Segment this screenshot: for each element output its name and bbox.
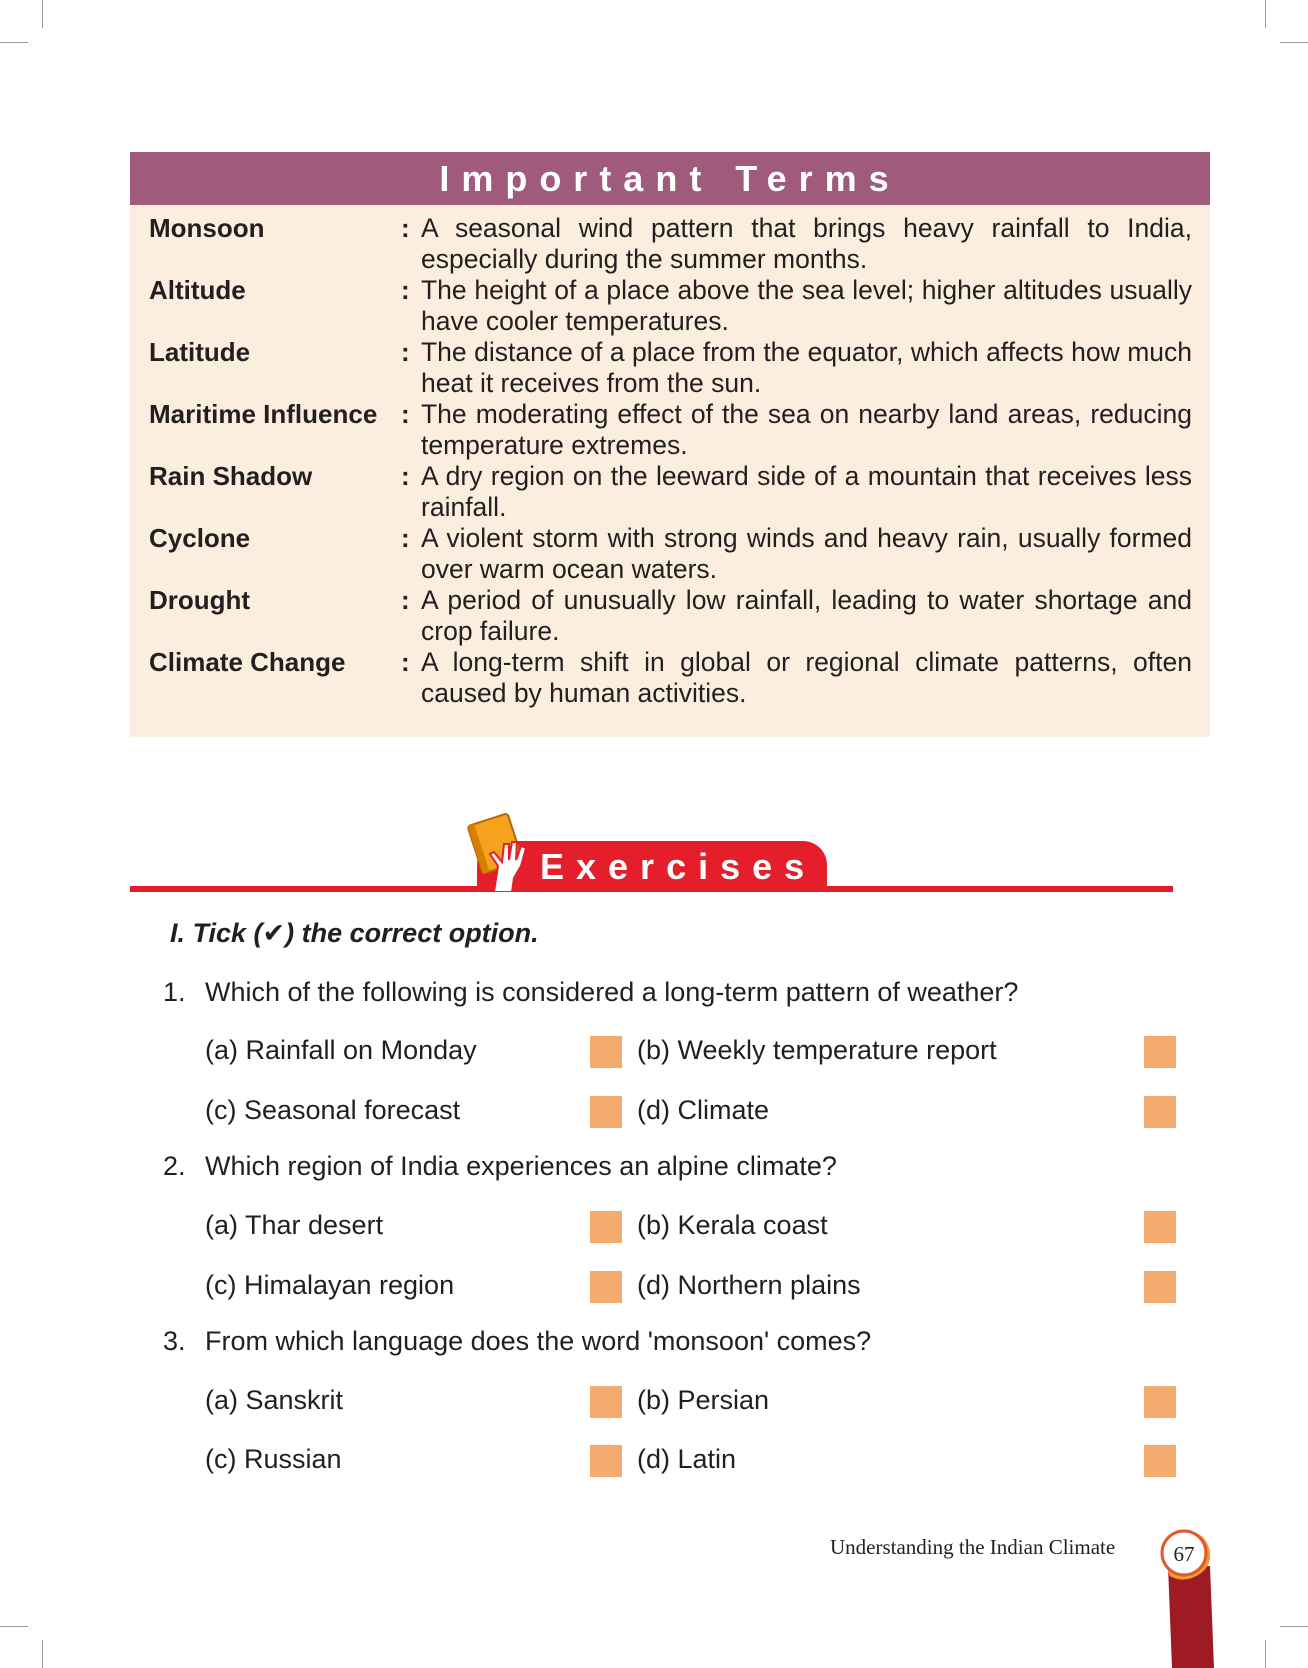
crop-mark [42,1640,43,1668]
term-row [149,461,1192,523]
crop-mark [1280,1626,1308,1627]
term-row [149,399,1192,461]
option-a: (a) Thar desert [205,1210,384,1240]
term-definition: A seasonal wind pattern that brings heavy rainfall to India, especially during the summer months. [421,213,1192,274]
term-definition: The distance of a place from the equator, which affects how much heat it receives from the sun. [421,337,1192,398]
term-definition: A dry region on the leeward side of a mountain that receives less rainfall. [421,461,1192,522]
term-definition: A long-term shift in global or regional climate patterns, often caused by human activities. [421,647,1192,708]
answer-checkbox[interactable] [1144,1386,1176,1418]
option-d: (d) Latin [637,1444,737,1474]
term-name: Cyclone [149,523,251,553]
page-number: 67 [1173,1541,1195,1566]
option-c: (c) Himalayan region [205,1270,455,1300]
term-separator: : [401,647,410,677]
term-row [149,585,1192,647]
crop-mark [1265,1640,1266,1668]
answer-checkbox[interactable] [590,1211,622,1243]
question-number: 3. [163,1326,186,1356]
term-definition: The height of a place above the sea level; higher altitudes usually have cooler temperatures. [421,275,1192,336]
term-separator: : [401,337,410,367]
answer-checkbox[interactable] [1144,1445,1176,1477]
term-separator: : [401,585,410,615]
term-row [149,337,1192,399]
term-definition: The moderating effect of the sea on nearby land areas, reducing temperature extremes. [421,399,1192,460]
question [163,1326,871,1357]
term-row [149,275,1192,337]
answer-checkbox[interactable] [590,1445,622,1477]
question [163,1151,837,1182]
term-name: Latitude [149,337,251,367]
option-a: (a) Rainfall on Monday [205,1035,477,1065]
important-terms-box [130,152,1210,737]
crop-mark [42,0,43,28]
term-definition: A period of unusually low rainfall, leading to water shortage and crop failure. [421,585,1192,646]
term-name: Maritime Influence [149,399,378,429]
term-name: Monsoon [149,213,265,243]
term-row [149,647,1192,709]
answer-checkbox[interactable] [1144,1036,1176,1068]
crop-mark [1265,0,1266,28]
answer-checkbox[interactable] [590,1386,622,1418]
option-d: (d) Northern plains [637,1270,861,1300]
term-row [149,213,1192,275]
option-c: (c) Russian [205,1444,342,1474]
answer-checkbox[interactable] [590,1096,622,1128]
option-b: (b) Persian [637,1385,770,1415]
question-text: Which region of India experiences an alpine climate? [205,1151,837,1181]
term-name: Climate Change [149,647,346,677]
crop-mark [1280,42,1308,43]
option-d: (d) Climate [637,1095,770,1125]
question-number: 2. [163,1151,186,1181]
question-text: Which of the following is considered a long-term pattern of weather? [205,977,1019,1007]
term-name: Rain Shadow [149,461,313,491]
answer-checkbox[interactable] [590,1036,622,1068]
option-b: (b) Weekly temperature report [637,1035,997,1065]
term-separator: : [401,523,410,553]
crop-mark [0,1626,28,1627]
term-name: Altitude [149,275,246,305]
chapter-title: Understanding the Indian Climate [830,1535,1116,1559]
answer-checkbox[interactable] [1144,1096,1176,1128]
book-hand-icon [464,808,544,892]
question-text: From which language does the word 'monsoon' comes? [205,1326,872,1356]
answer-checkbox[interactable] [1144,1211,1176,1243]
term-separator: : [401,399,410,429]
option-a: (a) Sanskrit [205,1385,344,1415]
answer-checkbox[interactable] [590,1271,622,1303]
term-separator: : [401,275,410,305]
important-terms-title: Important Terms [130,152,1210,205]
option-c: (c) Seasonal forecast [205,1095,461,1125]
exercises-title: Exercises [540,846,817,887]
section-instruction: I. Tick (✔) the correct option. [170,918,539,948]
term-name: Drought [149,585,251,615]
term-row [149,523,1192,585]
term-separator: : [401,461,410,491]
option-b: (b) Kerala coast [637,1210,828,1240]
term-separator: : [401,213,410,243]
crop-mark [0,42,28,43]
term-definition: A violent storm with strong winds and heavy rain, usually formed over warm ocean waters. [421,523,1192,584]
terms-list [130,205,1210,709]
question-number: 1. [163,977,186,1007]
question [163,977,1018,1008]
answer-checkbox[interactable] [1144,1271,1176,1303]
